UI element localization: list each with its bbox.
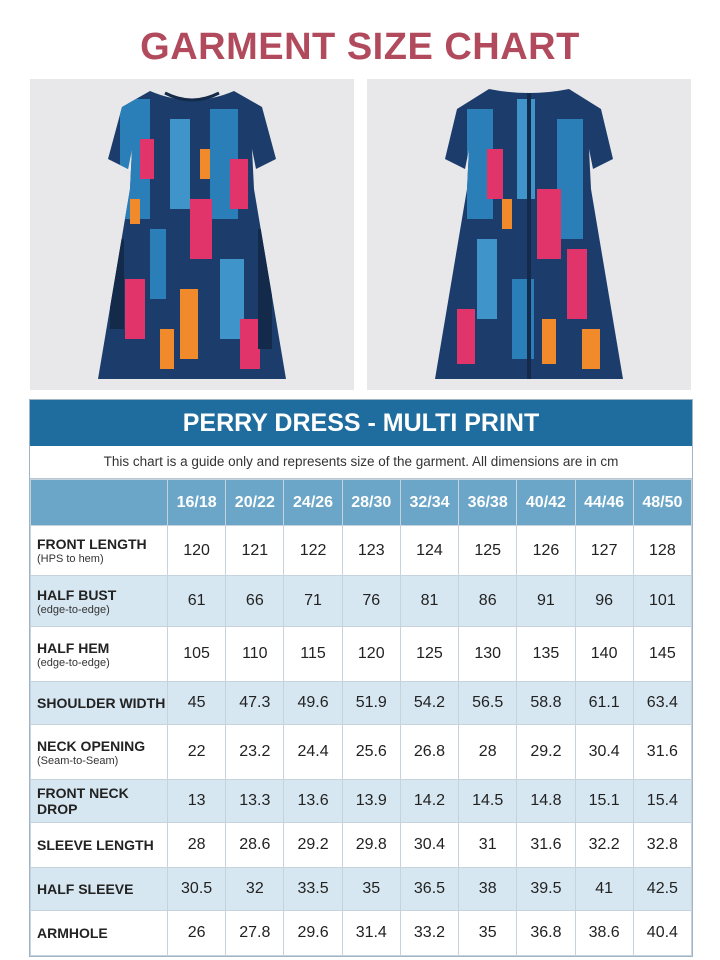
measurement-cell: 39.5 [517, 868, 575, 911]
size-header: 48/50 [633, 480, 691, 526]
size-header-row [31, 480, 692, 526]
measurement-cell: 51.9 [342, 682, 400, 725]
row-label: NECK OPENING [37, 737, 146, 754]
measurement-cell: 28.6 [226, 823, 284, 868]
measurement-cell: 61.1 [575, 682, 633, 725]
table-row [31, 627, 692, 682]
table-row [31, 780, 692, 823]
measurement-cell: 13 [168, 780, 226, 823]
size-table [30, 479, 692, 956]
measurement-cell: 128 [633, 526, 691, 576]
size-header: 16/18 [168, 480, 226, 526]
size-header: 36/38 [459, 480, 517, 526]
measurement-cell: 45 [168, 682, 226, 725]
row-label: HALF SLEEVE [37, 881, 134, 897]
size-header: 24/26 [284, 480, 342, 526]
measurement-cell: 110 [226, 627, 284, 682]
measurement-cell: 14.5 [459, 780, 517, 823]
measurement-cell: 35 [342, 868, 400, 911]
measurement-cell: 31.6 [633, 725, 691, 780]
measurement-cell: 54.2 [400, 682, 458, 725]
table-row [31, 682, 692, 725]
row-label-cell [31, 868, 168, 911]
row-label: SLEEVE LENGTH [37, 837, 154, 853]
row-sublabel: (edge-to-edge) [37, 603, 110, 616]
measurement-cell: 29.2 [517, 725, 575, 780]
dress-front-image [30, 79, 354, 390]
row-label: HALF HEM [37, 639, 110, 656]
row-sublabel: (edge-to-edge) [37, 656, 110, 669]
measurement-cell: 35 [459, 911, 517, 956]
measurement-cell: 29.8 [342, 823, 400, 868]
measurement-cell: 26.8 [400, 725, 458, 780]
measurement-cell: 120 [342, 627, 400, 682]
measurement-cell: 32.8 [633, 823, 691, 868]
size-header: 32/34 [400, 480, 458, 526]
measurement-cell: 25.6 [342, 725, 400, 780]
measurement-cell: 36.8 [517, 911, 575, 956]
dress-back-image [367, 79, 691, 390]
measurement-cell: 31.4 [342, 911, 400, 956]
measurement-cell: 30.4 [575, 725, 633, 780]
row-label-cell [31, 627, 168, 682]
size-header: 28/30 [342, 480, 400, 526]
row-label-cell [31, 576, 168, 627]
measurement-cell: 121 [226, 526, 284, 576]
measurement-cell: 30.4 [400, 823, 458, 868]
measurement-cell: 81 [400, 576, 458, 627]
row-label: FRONT LENGTH [37, 536, 147, 552]
row-label-cell [31, 526, 168, 576]
table-row [31, 725, 692, 780]
measurement-cell: 40.4 [633, 911, 691, 956]
measurement-cell: 135 [517, 627, 575, 682]
measurement-cell: 23.2 [226, 725, 284, 780]
measurement-cell: 26 [168, 911, 226, 956]
measurement-cell: 86 [459, 576, 517, 627]
row-label: HALF BUST [37, 586, 117, 603]
measurement-cell: 61 [168, 576, 226, 627]
measurement-cell: 105 [168, 627, 226, 682]
measurement-cell: 122 [284, 526, 342, 576]
measurement-cell: 15.4 [633, 780, 691, 823]
measurement-cell: 13.6 [284, 780, 342, 823]
measurement-cell: 42.5 [633, 868, 691, 911]
measurement-cell: 91 [517, 576, 575, 627]
row-sublabel: (HPS to hem) [37, 553, 104, 565]
measurement-cell: 28 [459, 725, 517, 780]
table-row [31, 576, 692, 627]
row-label-cell [31, 780, 168, 823]
header-corner [31, 480, 168, 526]
size-header: 40/42 [517, 480, 575, 526]
measurement-cell: 31 [459, 823, 517, 868]
row-label-cell [31, 682, 168, 725]
measurement-cell: 124 [400, 526, 458, 576]
size-header: 20/22 [226, 480, 284, 526]
row-label: ARMHOLE [37, 925, 108, 941]
measurement-cell: 14.8 [517, 780, 575, 823]
row-label: FRONT NECK DROP [37, 785, 129, 817]
table-row [31, 911, 692, 956]
dress-front-illustration [30, 79, 354, 390]
measurement-cell: 29.2 [284, 823, 342, 868]
measurement-cell: 29.6 [284, 911, 342, 956]
size-header: 44/46 [575, 480, 633, 526]
measurement-cell: 76 [342, 576, 400, 627]
table-banner: PERRY DRESS - MULTI PRINT [30, 400, 692, 446]
measurement-cell: 13.9 [342, 780, 400, 823]
measurement-cell: 13.3 [226, 780, 284, 823]
measurement-cell: 140 [575, 627, 633, 682]
measurement-cell: 49.6 [284, 682, 342, 725]
measurement-cell: 33.2 [400, 911, 458, 956]
measurement-cell: 125 [459, 526, 517, 576]
measurement-cell: 115 [284, 627, 342, 682]
table-row [31, 823, 692, 868]
measurement-cell: 145 [633, 627, 691, 682]
measurement-cell: 130 [459, 627, 517, 682]
table-row [31, 868, 692, 911]
measurement-cell: 63.4 [633, 682, 691, 725]
measurement-cell: 41 [575, 868, 633, 911]
measurement-cell: 66 [226, 576, 284, 627]
row-sublabel: (Seam-to-Seam) [37, 754, 119, 767]
measurement-cell: 123 [342, 526, 400, 576]
measurement-cell: 27.8 [226, 911, 284, 956]
dress-back-illustration [367, 79, 691, 390]
measurement-cell: 125 [400, 627, 458, 682]
measurement-cell: 71 [284, 576, 342, 627]
measurement-cell: 101 [633, 576, 691, 627]
measurement-cell: 47.3 [226, 682, 284, 725]
measurement-cell: 24.4 [284, 725, 342, 780]
measurement-cell: 22 [168, 725, 226, 780]
measurement-cell: 32.2 [575, 823, 633, 868]
table-note: This chart is a guide only and represents size of the garment. All dimensions are in cm [30, 446, 692, 479]
measurement-cell: 32 [226, 868, 284, 911]
measurement-cell: 38 [459, 868, 517, 911]
measurement-cell: 127 [575, 526, 633, 576]
table-row [31, 526, 692, 576]
measurement-cell: 15.1 [575, 780, 633, 823]
measurement-cell: 56.5 [459, 682, 517, 725]
measurement-cell: 30.5 [168, 868, 226, 911]
measurement-cell: 28 [168, 823, 226, 868]
measurement-cell: 96 [575, 576, 633, 627]
row-label: SHOULDER WIDTH [37, 695, 166, 711]
measurement-cell: 38.6 [575, 911, 633, 956]
measurement-cell: 120 [168, 526, 226, 576]
measurement-cell: 58.8 [517, 682, 575, 725]
row-label-cell [31, 911, 168, 956]
measurement-cell: 33.5 [284, 868, 342, 911]
measurement-cell: 126 [517, 526, 575, 576]
size-chart-table [29, 399, 693, 957]
row-label-cell [31, 823, 168, 868]
measurement-cell: 36.5 [400, 868, 458, 911]
row-label-cell [31, 725, 168, 780]
page-title: GARMENT SIZE CHART [140, 26, 580, 68]
measurement-cell: 31.6 [517, 823, 575, 868]
measurement-cell: 14.2 [400, 780, 458, 823]
